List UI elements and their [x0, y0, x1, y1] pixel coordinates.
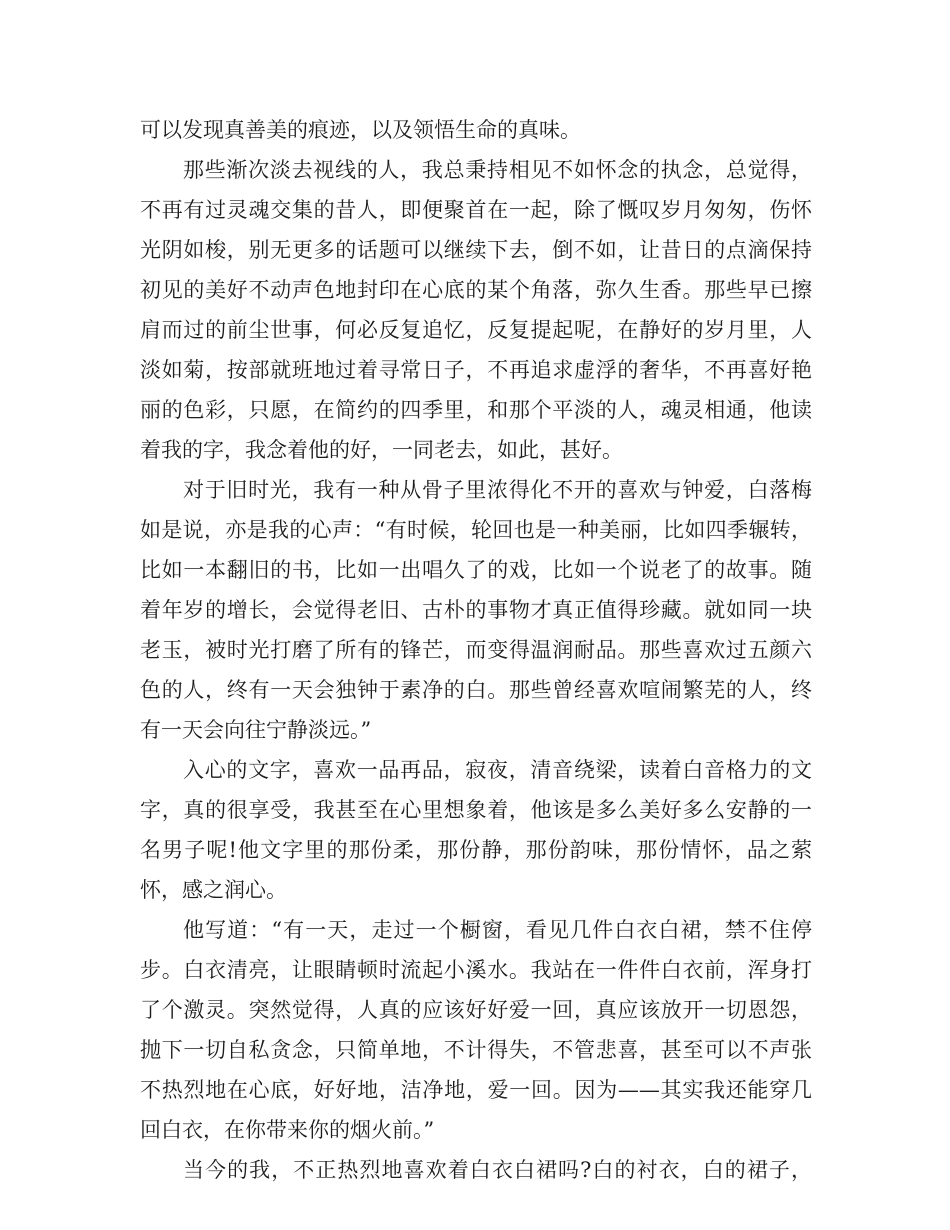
text-line: 入心的文字，喜欢一品再品，寂夜，清音绕梁，读着白音格力的文	[183, 758, 812, 782]
text-line: 不再有过灵魂交集的昔人，即便聚首在一起，除了慨叹岁月匆匆，伤怀	[140, 198, 812, 222]
text-line: 了个激灵。突然觉得，人真的应该好好爱一回，真应该放开一切恩怨，	[140, 998, 812, 1022]
text-line: 对于旧时光，我有一种从骨子里浓得化不开的喜欢与钟爱，白落梅	[183, 478, 812, 502]
text-line: 着年岁的增长，会觉得老旧、古朴的事物才真正值得珍藏。就如同一块	[140, 598, 812, 622]
text-line: 肩而过的前尘世事，何必反复追忆，反复提起呢，在静好的岁月里，人	[140, 318, 812, 342]
text-line: 如是说，亦是我的心声：“有时候，轮回也是一种美丽，比如四季辗转，	[140, 518, 812, 542]
text-line: 着我的字，我念着他的好，一同老去，如此，甚好。	[140, 438, 623, 462]
text-line: 色的人，终有一天会独钟于素净的白。那些曾经喜欢喧闹繁芜的人，终	[140, 678, 812, 702]
text-line: 可以发现真善美的痕迹，以及领悟生命的真味。	[140, 118, 581, 142]
text-line: 不热烈地在心底，好好地，洁净地，爱一回。因为——其实我还能穿几	[140, 1078, 812, 1102]
text-line: 他写道：“有一天，走过一个橱窗，看见几件白衣白裙，禁不住停	[183, 918, 812, 942]
text-line: 淡如菊，按部就班地过着寻常日子，不再追求虚浮的奢华，不再喜好艳	[140, 358, 812, 382]
text-line: 有一天会向往宁静淡远。”	[140, 718, 372, 742]
text-line: 字，真的很享受，我甚至在心里想象着，他该是多么美好多么安静的一	[140, 798, 812, 822]
text-line: 光阴如梭，别无更多的话题可以继续下去，倒不如，让昔日的点滴保持	[140, 238, 812, 262]
text-line: 比如一本翻旧的书，比如一出唱久了的戏，比如一个说老了的故事。随	[140, 558, 812, 582]
text-line: 老玉，被时光打磨了所有的锋芒，而变得温润耐品。那些喜欢过五颜六	[140, 638, 812, 662]
text-line: 那些渐次淡去视线的人，我总秉持相见不如怀念的执念，总觉得，	[183, 158, 812, 182]
text-line: 当今的我，不正热烈地喜欢着白衣白裙吗?白的衬衣，白的裙子，	[183, 1158, 812, 1182]
text-line: 抛下一切自私贪念，只简单地，不计得失，不管悲喜，甚至可以不声张	[140, 1038, 812, 1062]
text-line: 回白衣，在你带来你的烟火前。”	[140, 1118, 435, 1142]
text-line: 初见的美好不动声色地封印在心底的某个角落，弥久生香。那些早已擦	[140, 278, 812, 302]
text-line: 名男子呢!他文字里的那份柔，那份静，那份韵味，那份情怀，品之萦	[140, 838, 812, 862]
text-line: 步。白衣清亮，让眼睛顿时流起小溪水。我站在一件件白衣前，浑身打	[140, 958, 812, 982]
text-line: 丽的色彩，只愿，在简约的四季里，和那个平淡的人，魂灵相通，他读	[140, 398, 812, 422]
text-line: 怀，感之润心。	[140, 878, 287, 902]
